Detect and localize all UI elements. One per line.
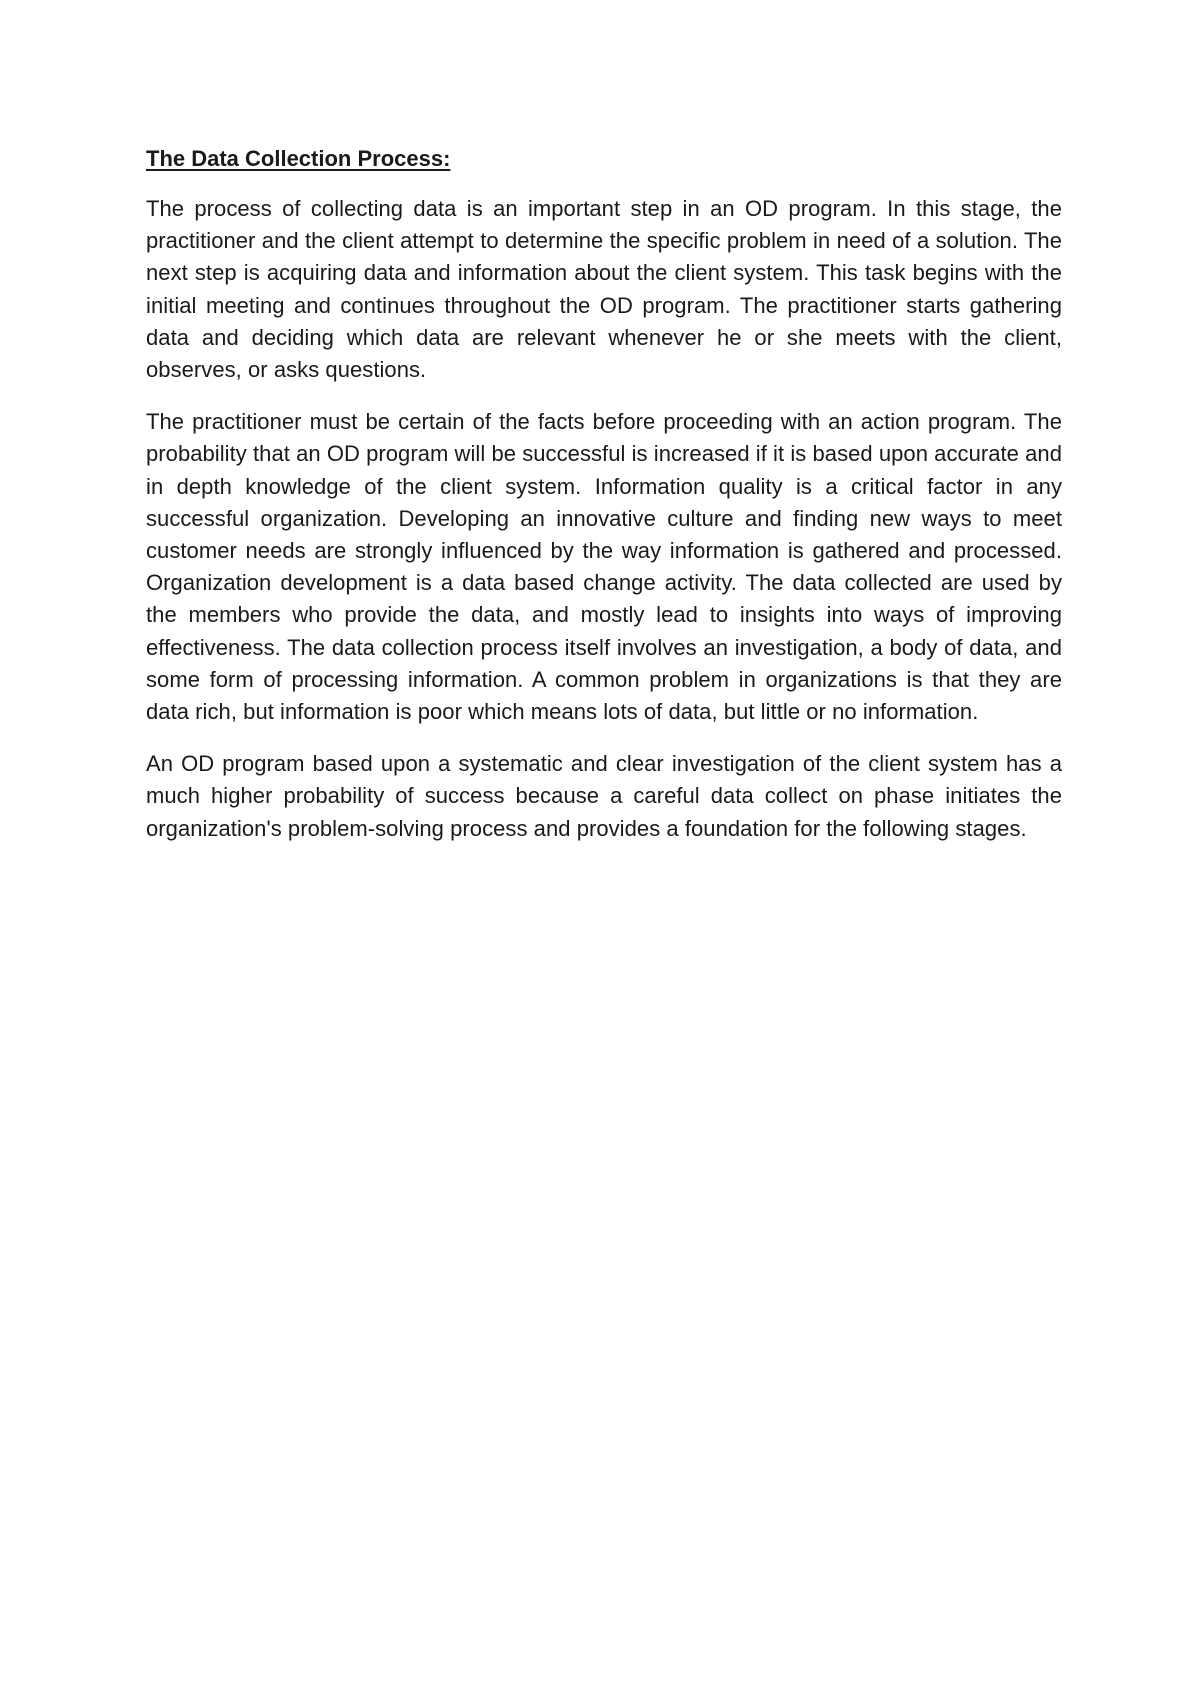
document-body <box>146 143 1062 865</box>
paragraph-2: The practitioner must be certain of the facts before proceeding with an action program. The probability that an OD program will be successful is increased if it is based upon accurate and in depth knowledge of the client system. Information quality is a critical factor in any successful organization. Developing an innovative culture and finding new ways to meet customer needs are strongly influenced by the way information is gathered and processed. Organization development is a data based change activity. The data collected are used by the members who provide the data, and mostly lead to insights into ways of improving effectiveness. The data collection process itself involves an investigation, a body of data, and some form of processing information. A common problem in organizations is that they are data rich, but information is poor which means lots of data, but little or no information. <box>146 409 1062 725</box>
section-heading: The Data Collection Process: <box>146 146 451 171</box>
paragraph-1: The process of collecting data is an important step in an OD program. In this stage, the practitioner and the client attempt to determine the specific problem in need of a solution. The next step is acquiring data and information about the client system. This task begins with the initial meeting and continues throughout the OD program. The practitioner starts gathering data and deciding which data are relevant whenever he or she meets with the client, observes, or asks questions. <box>146 196 1062 383</box>
paragraph-3: An OD program based upon a systematic and clear investigation of the client system has a much higher probability of success because a careful data collect on phase initiates the organization's problem-solving process and provides a foundation for the following stages. <box>146 751 1062 841</box>
